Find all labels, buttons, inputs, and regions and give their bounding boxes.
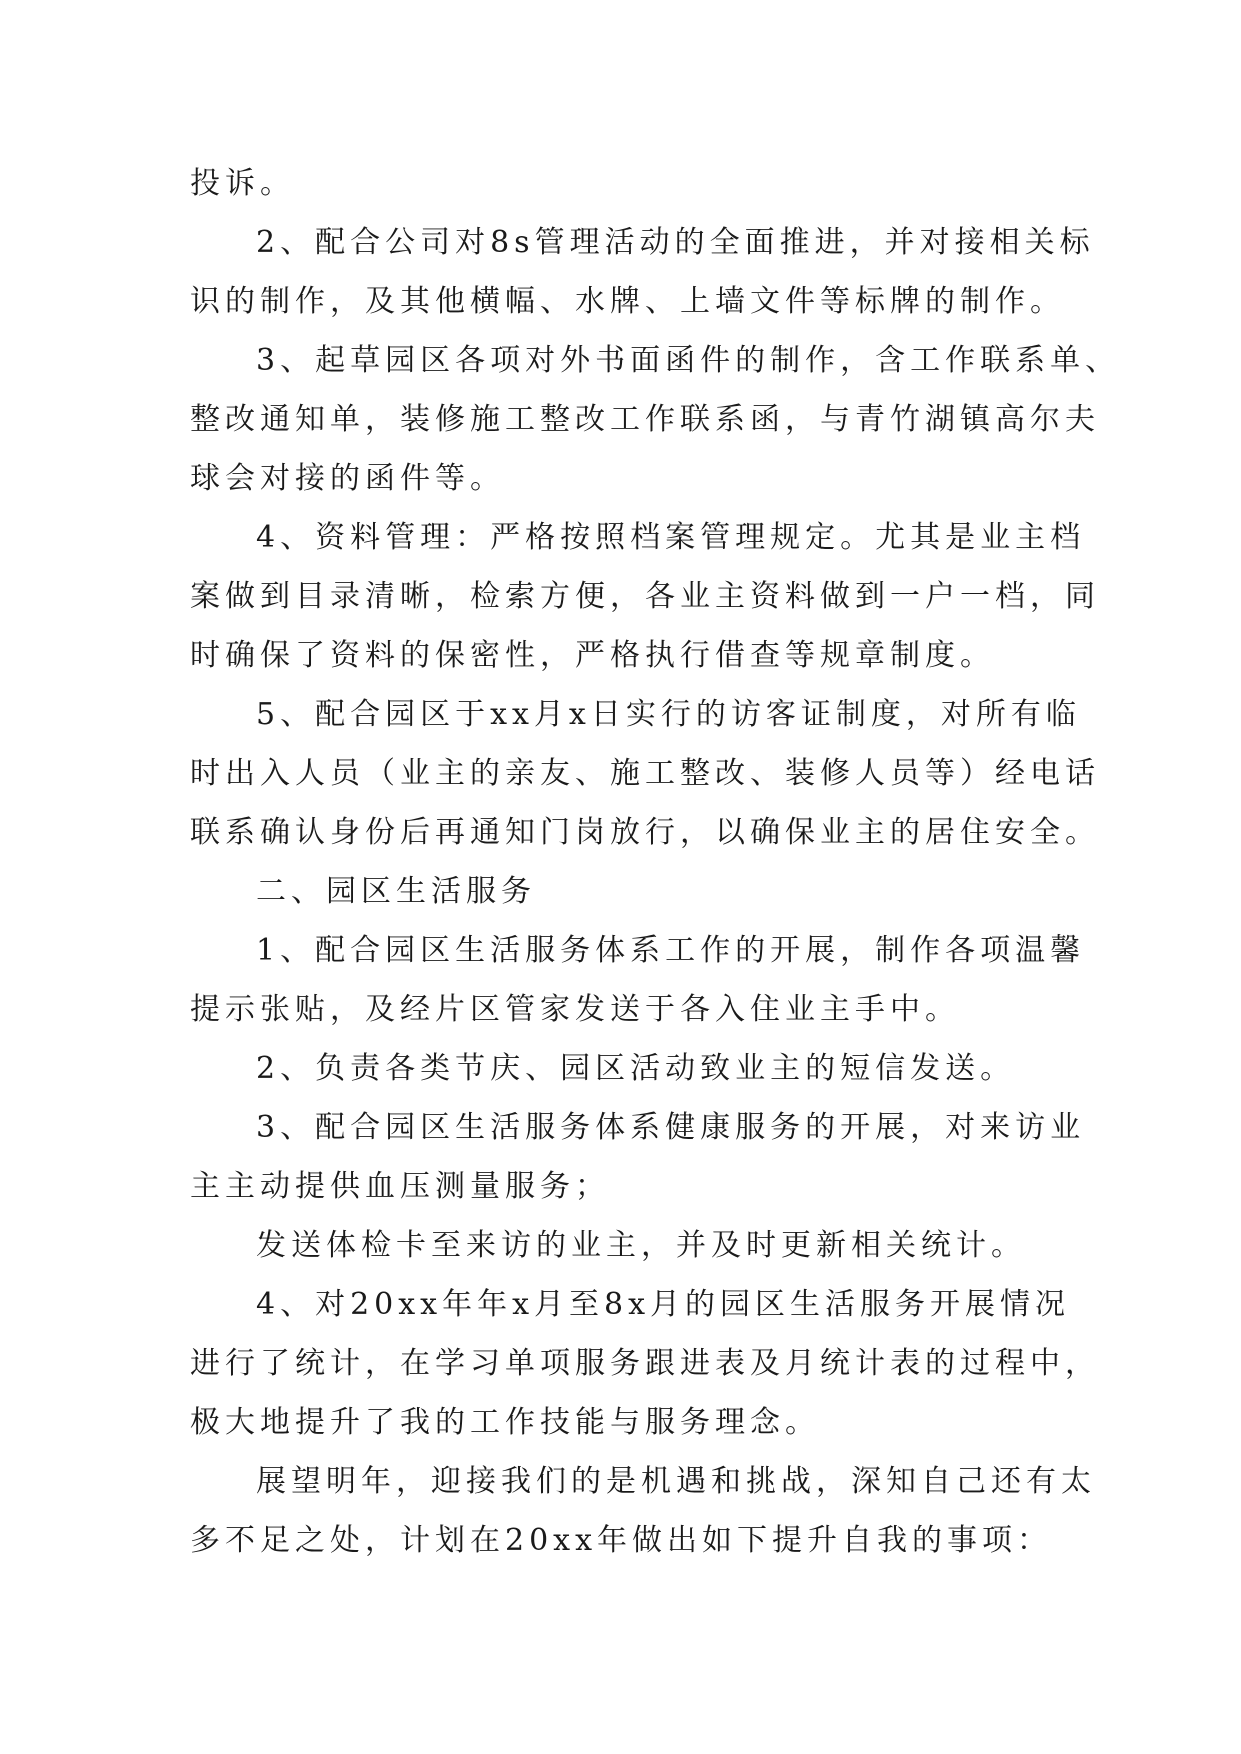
- text-line: 2、负责各类节庆、园区活动致业主的短信发送。: [256, 1051, 1016, 1086]
- text-line: 4、资料管理：严格按照档案管理规定。尤其是业主档: [256, 520, 1086, 555]
- text-line: 2、配合公司对8s管理活动的全面推进，并对接相关标: [256, 225, 1095, 260]
- text-line: 识的制作，及其他横幅、水牌、上墙文件等标牌的制作。: [190, 284, 1065, 319]
- text-line: 发送体检卡至来访的业主，并及时更新相关统计。: [256, 1228, 1026, 1263]
- section-heading: 二、园区生活服务: [256, 874, 536, 909]
- text-line: 3、起草园区各项对外书面函件的制作，含工作联系单、: [256, 343, 1121, 378]
- text-line: 极大地提升了我的工作技能与服务理念。: [190, 1405, 820, 1440]
- text-line: 展望明年，迎接我们的是机遇和挑战，深知自己还有太: [256, 1464, 1096, 1499]
- text-line: 投诉。: [190, 166, 295, 201]
- document-body: [190, 154, 1121, 1570]
- text-line: 整改通知单，装修施工整改工作联系函，与青竹湖镇高尔夫: [190, 402, 1100, 437]
- text-line: 进行了统计，在学习单项服务跟进表及月统计表的过程中，: [190, 1346, 1100, 1381]
- text-line: 时出入人员（业主的亲友、施工整改、装修人员等）经电话: [190, 756, 1100, 791]
- text-line: 1、配合园区生活服务体系工作的开展，制作各项温馨: [256, 933, 1086, 968]
- text-line: 联系确认身份后再通知门岗放行，以确保业主的居住安全。: [190, 815, 1100, 850]
- text-line: 提示张贴，及经片区管家发送于各入住业主手中。: [190, 992, 960, 1027]
- text-line: 时确保了资料的保密性，严格执行借查等规章制度。: [190, 638, 995, 673]
- text-line: 4、对20xx年年x月至8x月的园区生活服务开展情况: [256, 1287, 1071, 1322]
- text-line: 球会对接的函件等。: [190, 461, 505, 496]
- text-line: 多不足之处，计划在20xx年做出如下提升自我的事项：: [190, 1523, 1053, 1558]
- text-line: 3、配合园区生活服务体系健康服务的开展，对来访业: [256, 1110, 1086, 1145]
- text-line: 5、配合园区于xx月x日实行的访客证制度，对所有临: [256, 697, 1081, 732]
- text-line: 主主动提供血压测量服务；: [190, 1169, 610, 1204]
- text-line: 案做到目录清晰，检索方便，各业主资料做到一户一档，同: [190, 579, 1100, 614]
